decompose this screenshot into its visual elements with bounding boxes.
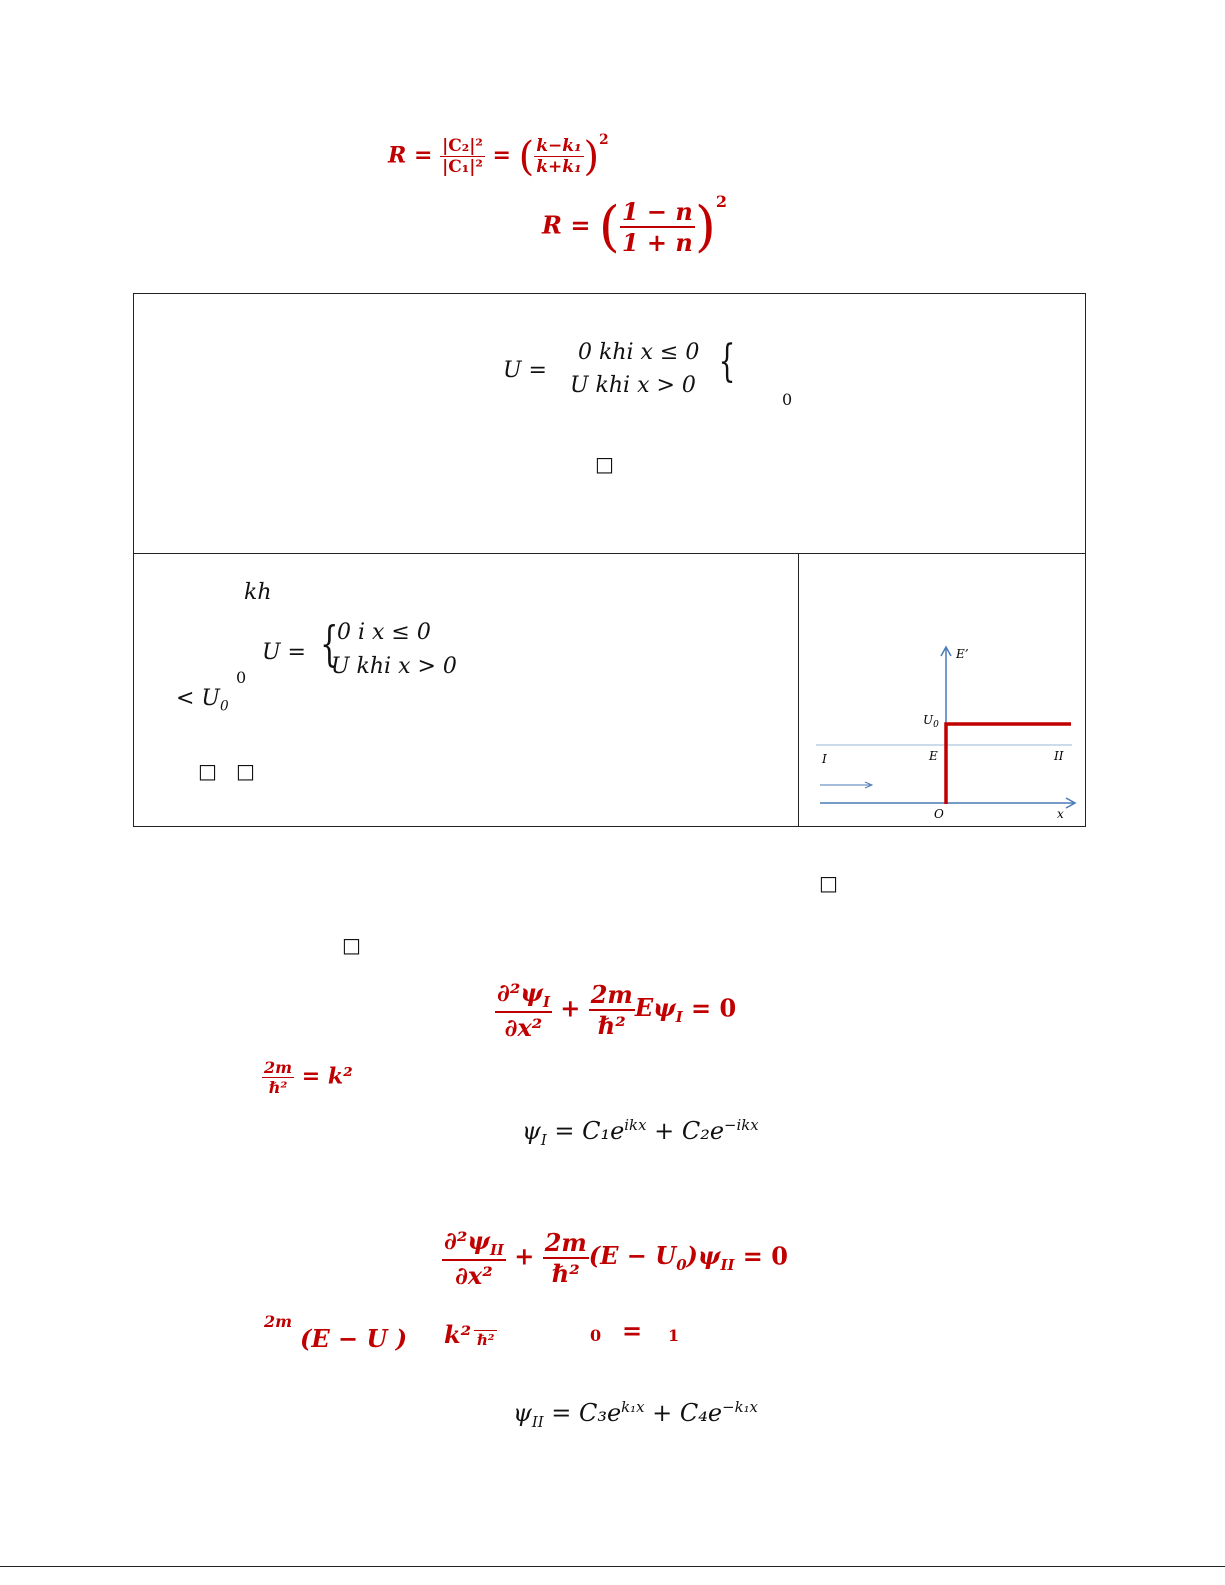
- plus-sign-2: +: [514, 1241, 535, 1271]
- y-axis-label: E’: [956, 647, 969, 661]
- potential-step-graph: [800, 556, 1084, 826]
- potential-case-1b: 0 i x ≤ 0: [337, 620, 431, 645]
- fraction-denominator: |C₁|²: [442, 157, 483, 177]
- frac3-den: ∂x²: [455, 1260, 493, 1290]
- frac4-num: 2m: [544, 1227, 587, 1257]
- num1-text: ∂²ψ: [497, 978, 543, 1007]
- psi-i-term1: = C₁e: [554, 1117, 625, 1145]
- u0-sub: 0: [933, 720, 939, 730]
- e-psi-text: Eψ: [634, 993, 676, 1023]
- reflection-n-formula: R = ( $\frac{1 - n}{1 + n}$ )$^2$: [542, 191, 728, 258]
- frac1-den: ∂x²: [504, 1012, 543, 1042]
- psi-i-lhs-sub: I: [540, 1130, 547, 1149]
- k1-frag-1: 1: [668, 1326, 680, 1345]
- psi-i-solution: [522, 1116, 759, 1149]
- k-def-num: 2m: [264, 1058, 293, 1077]
- psi-ii-term2: + C₄e: [644, 1399, 723, 1427]
- e-minus-u0: [588, 1241, 735, 1275]
- frac3-num: [442, 1226, 506, 1261]
- fraction-numerator: 1 − n: [621, 197, 693, 226]
- x-axis-label: x: [1057, 807, 1064, 821]
- fraction-denominator: 1 + n: [621, 228, 693, 257]
- potential-case-2: U khi x > 0: [570, 373, 696, 398]
- schrodinger-equation-1: [495, 978, 736, 1042]
- num3-text: ∂²ψ: [444, 1226, 490, 1255]
- psi-i-exp1: ikx: [624, 1116, 647, 1134]
- missing-glyph-1: □: [198, 759, 217, 783]
- psi-ii-exp2: −k₁x: [722, 1398, 758, 1416]
- psi-i-exp2: −ikx: [724, 1116, 759, 1134]
- r-symbol: R: [542, 210, 562, 240]
- missing-glyph-b: □: [342, 933, 361, 957]
- condition-subscript: 0: [219, 698, 229, 715]
- subscript-zero: 0: [782, 390, 793, 409]
- e-psi-sub: I: [675, 1008, 683, 1027]
- equals-sign: =: [570, 210, 591, 240]
- psi-ii-text: )ψ: [686, 1241, 721, 1271]
- origin-label: O: [934, 807, 944, 821]
- missing-glyph: □: [595, 452, 614, 476]
- exponent: 2: [715, 191, 728, 211]
- e-minus-u0-text: (E − U: [588, 1241, 677, 1271]
- kh-text: kh: [244, 580, 272, 605]
- k-definition: [262, 1058, 353, 1097]
- psi-ii-lhs-sub: II: [531, 1412, 544, 1431]
- inner-numerator: k−k₁: [536, 136, 582, 156]
- brace-right: {: [718, 336, 736, 387]
- num1-sub: I: [542, 992, 550, 1011]
- psi-i-lhs: ψ: [522, 1117, 541, 1145]
- k1-frag-paren: (E − U ): [300, 1324, 408, 1353]
- table-divider-horizontal: [133, 553, 1086, 554]
- page-bottom-rule: [0, 1566, 1225, 1567]
- equals-sign: =: [413, 142, 433, 169]
- k1-frag-2m: 2m: [264, 1312, 293, 1331]
- k-def-den: ℏ²: [268, 1078, 288, 1097]
- psi-ii-solution: [513, 1398, 758, 1431]
- equals-sign-2: =: [492, 142, 511, 169]
- frac1-num: [495, 978, 552, 1013]
- frac2-num: 2m: [590, 979, 633, 1009]
- e-psi: [634, 993, 683, 1027]
- brace-left: {: [320, 616, 339, 672]
- psi-ii-exp1: k₁x: [621, 1398, 645, 1416]
- subscript-zero-2: 0: [236, 668, 247, 687]
- k1-frag-hbar: ℏ²: [474, 1330, 497, 1349]
- e-label: E: [929, 749, 938, 763]
- table-divider-vertical: [798, 553, 799, 827]
- frac4-den: ℏ²: [551, 1258, 580, 1288]
- potential-case-1: 0 khi x ≤ 0: [578, 340, 700, 365]
- u0-text: U: [923, 713, 934, 727]
- potential-lhs-2: U =: [262, 640, 306, 665]
- psi-ii-sub: II: [720, 1256, 735, 1275]
- plus-sign: +: [560, 993, 581, 1023]
- r-symbol: R: [388, 142, 407, 169]
- region-i-label: I: [822, 752, 827, 766]
- psi-ii-lhs: ψ: [513, 1399, 532, 1427]
- exponent: 2: [599, 132, 609, 149]
- condition-less-than: < U: [176, 686, 220, 711]
- condition-text: [176, 686, 229, 714]
- inner-denominator: k+k₁: [536, 157, 582, 177]
- frac2-den: ℏ²: [597, 1010, 626, 1040]
- missing-glyph-2: □: [236, 759, 255, 783]
- fraction-numerator: |C₂|²: [442, 136, 483, 156]
- k1-frag-0: 0: [590, 1326, 602, 1345]
- u0-label: [923, 713, 939, 730]
- potential-step: [946, 724, 1071, 804]
- k1-frag-eq: =: [622, 1316, 643, 1345]
- k-def-rhs: = k²: [301, 1063, 353, 1090]
- k1-frag-k2: k²: [444, 1320, 472, 1349]
- potential-case-2b: U khi x > 0: [331, 654, 457, 679]
- potential-lhs: U =: [503, 358, 547, 383]
- missing-glyph-a: □: [819, 871, 838, 895]
- equals-zero-2: = 0: [742, 1241, 788, 1271]
- psi-i-term2: + C₂e: [646, 1117, 725, 1145]
- reflection-formula: R = $\frac{\text{|C₂|²}}{\text{|C₁|²}}$ = ( $\frac{\text{k−k₁}}{\text{k+k₁}}$ )$^2$: [388, 132, 609, 180]
- schrodinger-equation-2: [442, 1226, 788, 1290]
- num3-sub: II: [489, 1240, 504, 1259]
- psi-ii-term1: = C₃e: [551, 1399, 622, 1427]
- equals-zero: = 0: [691, 993, 737, 1023]
- u0-subscript: 0: [676, 1256, 687, 1275]
- region-ii-label: II: [1054, 749, 1064, 763]
